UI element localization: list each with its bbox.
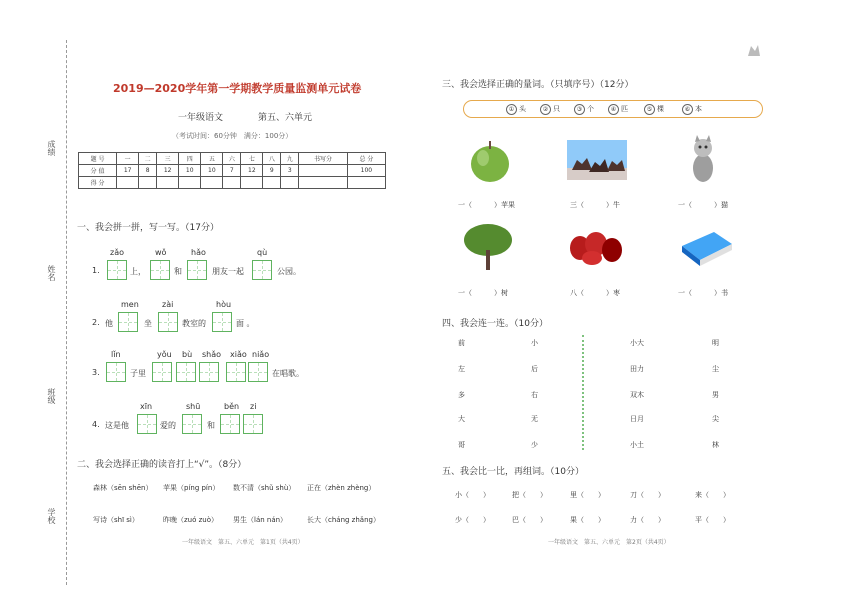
- score-table: [78, 152, 386, 189]
- cat-icon: [688, 134, 718, 188]
- question-text: 和: [174, 267, 182, 276]
- reading-item[interactable]: 昨晚（zuó zuò）: [163, 516, 219, 524]
- reading-item[interactable]: 森林（sēn shēn）: [93, 484, 153, 492]
- writing-box[interactable]: [187, 260, 207, 280]
- match-item[interactable]: 小: [531, 339, 538, 347]
- binding-line: [66, 40, 67, 585]
- reading-item[interactable]: 长大（cháng zhǎng）: [307, 516, 380, 524]
- word-blank[interactable]: 刀（ ）: [630, 491, 665, 499]
- match-item[interactable]: 多: [458, 391, 465, 399]
- pinyin: xiǎo: [230, 350, 247, 359]
- reading-item[interactable]: 正在（zhèn zhèng）: [307, 484, 376, 492]
- camels-icon: [567, 140, 627, 184]
- unit-name: 第五、六单元: [258, 113, 313, 123]
- pinyin: shū: [186, 402, 201, 411]
- word-blank[interactable]: 果（ ）: [570, 516, 605, 524]
- match-item[interactable]: 小土: [630, 441, 644, 449]
- question-text: 和: [207, 421, 215, 430]
- measure-word-options: [463, 100, 763, 118]
- writing-box[interactable]: [220, 414, 240, 434]
- left-page-footer: 一年级语文 第五、六单元 第1页（共4页）: [182, 539, 304, 546]
- side-label-class: 班级: [47, 388, 56, 404]
- word-blank[interactable]: 平（ ）: [695, 516, 730, 524]
- right-page-footer: 一年级语文 第五、六单元 第2页（共4页）: [548, 539, 670, 546]
- writing-box[interactable]: [243, 414, 263, 434]
- score-table-score-row: 得 分: [79, 177, 386, 189]
- blank-prefix: 一（: [458, 201, 472, 209]
- pinyin: bù: [182, 350, 193, 359]
- writing-box[interactable]: [150, 260, 170, 280]
- pinyin: zi: [250, 402, 257, 411]
- question-text: 朋友一起: [212, 267, 244, 276]
- option: ④ 匹: [608, 104, 628, 115]
- question-text: 子里: [130, 369, 146, 378]
- word-blank[interactable]: 里（ ）: [570, 491, 605, 499]
- blank-prefix: 三（: [570, 201, 584, 209]
- dates-icon: [566, 228, 624, 270]
- apple-icon: [468, 136, 512, 188]
- option: ⑥ 本: [682, 104, 702, 115]
- writing-box[interactable]: [212, 312, 232, 332]
- match-item[interactable]: 左: [458, 365, 465, 373]
- writing-box[interactable]: [152, 362, 172, 382]
- grade-subject: 一年级语文: [178, 113, 224, 123]
- score-table-points-row: 分 值 17 8 12 10 10 7 12 9 3 100: [79, 165, 386, 177]
- writing-box[interactable]: [182, 414, 202, 434]
- word-blank[interactable]: 力（ ）: [630, 516, 665, 524]
- pinyin: yǒu: [157, 350, 172, 359]
- writing-box[interactable]: [199, 362, 219, 382]
- section1-title: 一、我会拼一拼，写一写。（17分）: [77, 223, 219, 233]
- pinyin: xīn: [140, 402, 153, 411]
- question-text: 公园。: [277, 267, 301, 276]
- match-item[interactable]: 男: [712, 391, 719, 399]
- match-item[interactable]: 右: [531, 391, 538, 399]
- blank-prefix: 一（: [458, 289, 472, 297]
- writing-box[interactable]: [176, 362, 196, 382]
- match-item[interactable]: 前: [458, 339, 465, 347]
- pinyin: zài: [162, 300, 174, 309]
- question-text: 面 。: [236, 319, 255, 328]
- pinyin: lǐn: [111, 350, 121, 359]
- book-icon: [678, 228, 736, 274]
- column-divider: [582, 335, 584, 450]
- question-text: 上，: [130, 267, 146, 276]
- side-label-school: 学校: [47, 508, 56, 524]
- question-text: 教室的: [182, 319, 206, 328]
- blank-prefix: 一（: [678, 289, 692, 297]
- match-item[interactable]: 日月: [630, 415, 644, 423]
- blank-prefix: 八（: [570, 289, 584, 297]
- pinyin: hǎo: [191, 248, 206, 257]
- match-item[interactable]: 尘: [712, 365, 719, 373]
- writing-box[interactable]: [158, 312, 178, 332]
- exam-info: （考试时间：60分钟 满分：100分）: [172, 132, 293, 140]
- blank-suffix: ）猫: [714, 201, 728, 209]
- match-item[interactable]: 尖: [712, 415, 719, 423]
- reading-item[interactable]: 数不清（shǔ shù）: [233, 484, 296, 492]
- writing-box[interactable]: [248, 362, 268, 382]
- writing-box[interactable]: [252, 260, 272, 280]
- writing-box[interactable]: [107, 260, 127, 280]
- word-blank[interactable]: 少（ ）: [455, 516, 490, 524]
- reading-item[interactable]: 苹果（píng pín）: [163, 484, 220, 492]
- option: ⑤ 棵: [644, 104, 664, 115]
- writing-box[interactable]: [137, 414, 157, 434]
- exam-title: 2019—2020学年第一学期教学质量监测单元试卷: [113, 82, 362, 95]
- pinyin: qù: [257, 248, 268, 257]
- question-number: 1.: [92, 266, 100, 275]
- pinyin: wǒ: [155, 248, 167, 257]
- blank-suffix: ）树: [494, 289, 508, 297]
- scan-mark-icon: [745, 42, 763, 60]
- option: ① 头: [506, 104, 526, 115]
- side-label-score: 成绩: [47, 140, 56, 156]
- match-item[interactable]: 大: [458, 415, 465, 423]
- blank-suffix: ）苹果: [494, 201, 515, 209]
- question-text: 坐: [144, 319, 152, 328]
- pinyin: běn: [224, 402, 240, 411]
- match-item[interactable]: 少: [531, 441, 538, 449]
- match-item[interactable]: 明: [712, 339, 719, 347]
- word-blank[interactable]: 把（ ）: [512, 491, 547, 499]
- match-item[interactable]: 无: [531, 415, 538, 423]
- match-item[interactable]: 小大: [630, 339, 644, 347]
- word-blank[interactable]: 小（ ）: [455, 491, 490, 499]
- reading-item[interactable]: 男生（lán nán）: [233, 516, 288, 524]
- blank-suffix: ）牛: [606, 201, 620, 209]
- blank-suffix: ）书: [714, 289, 728, 297]
- reading-item[interactable]: 写诗（shī sì）: [93, 516, 139, 524]
- word-blank[interactable]: 来（ ）: [695, 491, 730, 499]
- option: ② 只: [540, 104, 560, 115]
- side-label-name: 姓名: [47, 265, 56, 281]
- score-table-header-row: 题 号 一 二 三 四 五 六 七 八 九 书写分 总 分: [79, 153, 386, 165]
- question-text: 他: [105, 319, 113, 328]
- question-text: 在唱歌。: [272, 369, 304, 378]
- section2-title: 二、我会选择正确的读音打上“√”。（8分）: [77, 460, 247, 470]
- question-number: 3.: [92, 368, 100, 377]
- pinyin: niǎo: [252, 350, 270, 359]
- question-text: 这是他: [105, 421, 129, 430]
- pinyin: hòu: [216, 300, 232, 309]
- pinyin: shǎo: [202, 350, 222, 359]
- blank-prefix: 一（: [678, 201, 692, 209]
- pinyin: zǎo: [110, 248, 124, 257]
- match-item[interactable]: 双木: [630, 391, 644, 399]
- writing-box[interactable]: [226, 362, 246, 382]
- option: ③ 个: [574, 104, 594, 115]
- match-item[interactable]: 林: [712, 441, 719, 449]
- section5-title: 五、我会比一比，再组词。（10分）: [442, 467, 584, 477]
- blank-suffix: ）枣: [606, 289, 620, 297]
- pinyin: men: [121, 300, 139, 309]
- section3-title: 三、我会选择正确的量词。（只填序号）（12分）: [442, 80, 634, 90]
- match-item[interactable]: 哥: [458, 441, 465, 449]
- tree-icon: [462, 222, 514, 276]
- match-item[interactable]: 田力: [630, 365, 644, 373]
- question-number: 4.: [92, 420, 100, 429]
- question-text: 爱的: [160, 421, 176, 430]
- writing-box[interactable]: [106, 362, 126, 382]
- section4-title: 四、我会连一连。（10分）: [442, 319, 548, 329]
- match-item[interactable]: 后: [531, 365, 538, 373]
- writing-box[interactable]: [118, 312, 138, 332]
- word-blank[interactable]: 巴（ ）: [512, 516, 547, 524]
- question-number: 2.: [92, 318, 100, 327]
